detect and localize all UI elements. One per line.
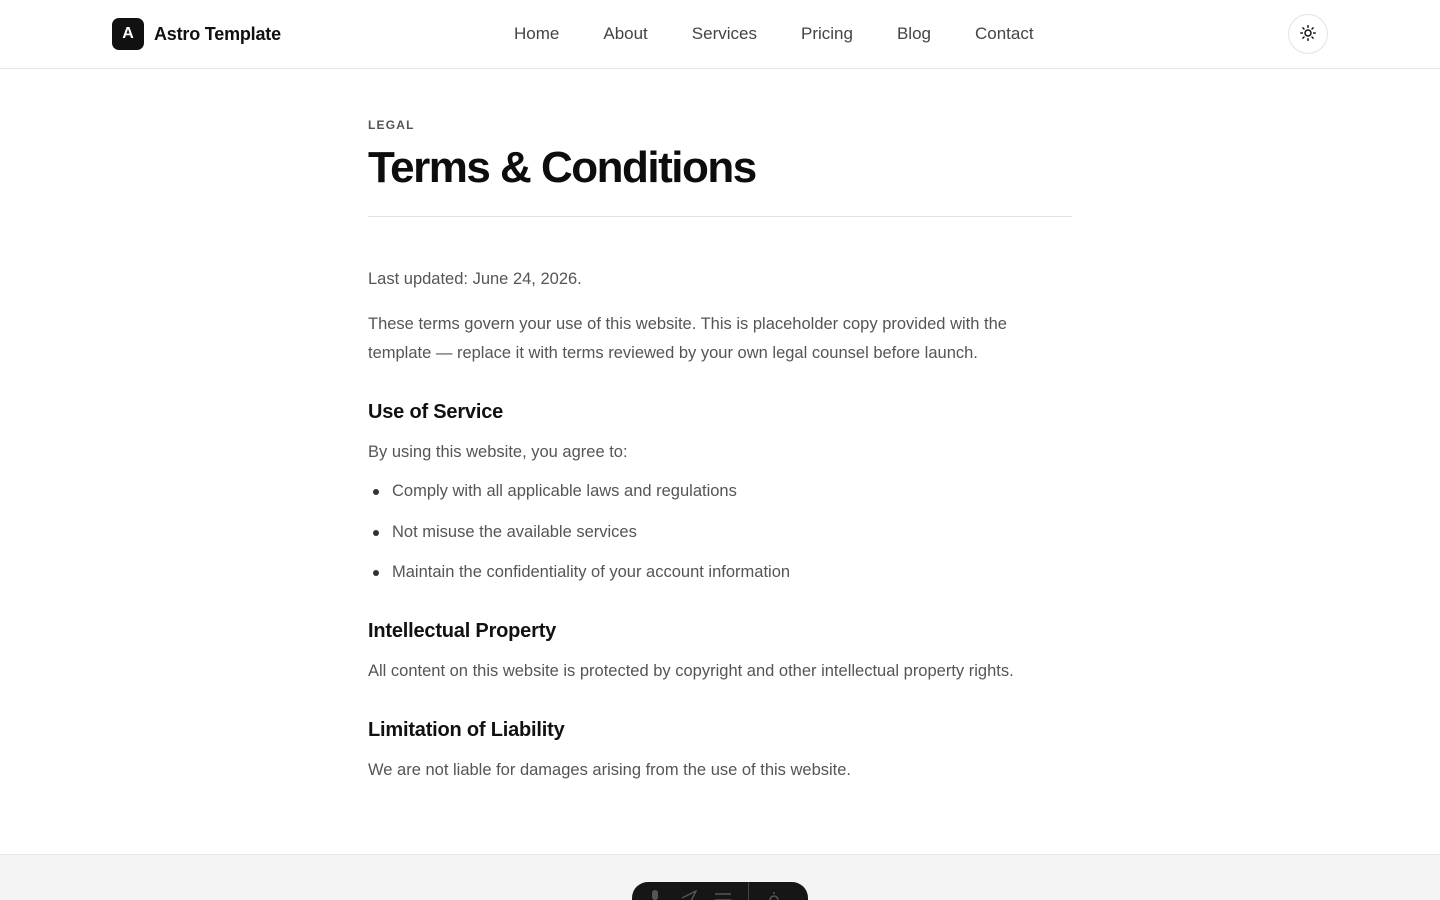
list-item: Maintain the confidentiality of your account information	[368, 558, 1072, 587]
legal-content	[368, 118, 1072, 785]
floating-toolbar	[632, 882, 808, 900]
section-heading-intellectual-property: Intellectual Property	[368, 620, 557, 642]
nav-link-home[interactable]: Home	[514, 24, 560, 43]
brand-name: Astro Template	[154, 23, 281, 44]
nav-link-services[interactable]: Services	[691, 24, 757, 43]
nav-link-blog[interactable]: Blog	[896, 24, 931, 43]
main-nav	[514, 22, 1034, 46]
list-item: Not misuse the available services	[368, 518, 1072, 547]
section-heading-use-of-service: Use of Service	[368, 401, 504, 423]
section-heading-limitation-of-liability: Limitation of Liability	[368, 719, 565, 741]
theme-toggle-button[interactable]	[1288, 14, 1328, 54]
cursor-icon[interactable]	[680, 890, 698, 900]
list-item: Comply with all applicable laws and regulations	[368, 477, 1072, 506]
brand-logo-link[interactable]	[112, 18, 281, 50]
brand-mark: A	[112, 18, 144, 50]
use-of-service-list	[368, 477, 1072, 587]
nav-link-contact[interactable]: Contact	[974, 24, 1034, 43]
nav-link-pricing[interactable]: Pricing	[800, 24, 853, 43]
sun-icon	[1300, 25, 1316, 44]
settings-icon[interactable]	[765, 890, 783, 900]
use-of-service-text: By using this website, you agree to:	[368, 443, 628, 461]
menu-icon[interactable]	[714, 890, 732, 900]
site-footer	[0, 854, 1440, 900]
microphone-icon[interactable]	[646, 890, 664, 900]
toolbar-divider	[748, 882, 749, 900]
intellectual-property-text: All content on this website is protected by copyright and other intellectual property rights.	[368, 662, 1014, 680]
limitation-of-liability-text: We are not liable for damages arising from the use of this website.	[368, 761, 852, 779]
page-title: Terms & Conditions	[368, 143, 756, 192]
intro-paragraph: These terms govern your use of this website. This is placeholder copy provided with the template — replace it with terms reviewed by your own legal counsel before launch.	[368, 315, 1007, 362]
site-header	[0, 0, 1440, 69]
title-divider	[368, 216, 1072, 217]
last-updated-text: Last updated: June 24, 2026.	[368, 270, 582, 288]
page-eyebrow: LEGAL	[368, 118, 415, 132]
nav-link-about[interactable]: About	[603, 24, 648, 43]
